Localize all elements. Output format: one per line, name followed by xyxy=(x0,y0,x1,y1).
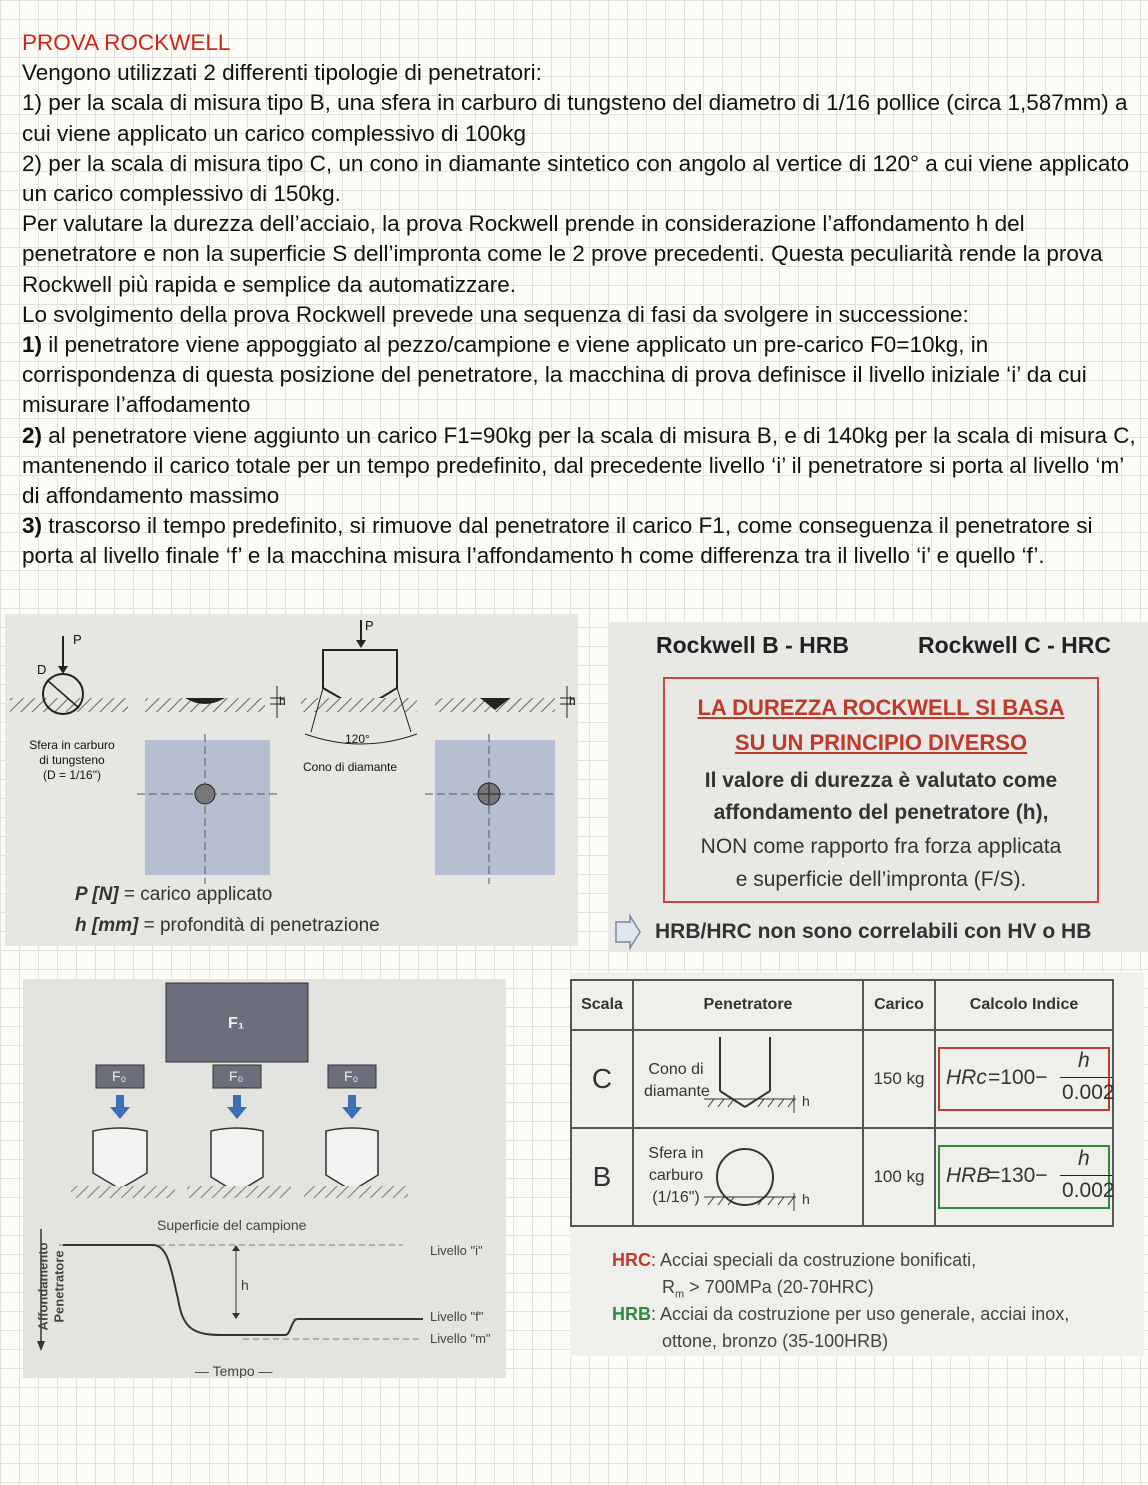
formula-hrc-num: h xyxy=(1078,1049,1090,1072)
formula-hrc-cell xyxy=(935,1030,1113,1128)
depth-h-label: h xyxy=(241,1277,249,1293)
principle-figure xyxy=(608,622,1148,952)
principle-red-1: LA DUREZZA ROCKWELL SI BASA xyxy=(697,695,1065,720)
formula-hrb-den: 0.002 xyxy=(1062,1179,1115,1202)
f0-label-1: F₀ xyxy=(112,1068,127,1084)
scale-b: B xyxy=(571,1128,633,1226)
sphere-diagram xyxy=(634,1129,862,1225)
ball-caption-2: di tungsteno xyxy=(39,753,105,767)
header-carico: Carico xyxy=(863,980,935,1030)
formula-hrb-lhs: HRB xyxy=(946,1164,991,1187)
hrc-note-3: > 700MPa (20-70HRC) xyxy=(684,1277,874,1297)
step-2 xyxy=(22,421,1142,512)
arrow-down-icon xyxy=(227,1107,247,1119)
cone-angle-label: 120° xyxy=(345,732,370,746)
ball-caption-1: Sfera in carburo xyxy=(29,738,115,752)
diameter-label: D xyxy=(37,662,47,677)
formula-hrb-num: h xyxy=(1078,1147,1090,1170)
depth-label-1: h xyxy=(279,694,286,708)
table-row-b xyxy=(571,1128,1113,1226)
scale-c-line: 2) per la scala di misura tipo C, un cono in diamante sintetico con angolo al vertice di 120° a cui viene applicato un carico complessivo di 150kg. xyxy=(22,150,1130,207)
sphere-label-2: carburo xyxy=(648,1167,704,1184)
sphere-cell xyxy=(633,1128,863,1226)
formula-hrc-eq: =100− xyxy=(988,1066,1048,1089)
principle-paragraph: Per valutare la durezza dell’acciaio, la prova Rockwell prende in considerazione l’affondamento h del penetratore e non la superficie S dell’impronta come le 2 prove precedenti. Questa peculiarità rende la prova Rockwell più rapida e semplice da automatizzare. xyxy=(22,211,1103,297)
step-2-number: 2) xyxy=(22,422,43,448)
header-scala: Scala xyxy=(571,980,633,1030)
load-label-p: P xyxy=(73,632,82,647)
formula-hrb-eq: =130− xyxy=(988,1164,1048,1187)
load-100: 100 kg xyxy=(863,1128,935,1226)
scale-table-figure xyxy=(570,973,1144,1356)
hrb-note-1: : Acciai da costruzione per uso generale, acciai inox, xyxy=(651,1304,1070,1324)
hrc-tag: HRC xyxy=(612,1250,651,1270)
hrb-note xyxy=(612,1304,1069,1325)
load-150: 150 kg xyxy=(863,1030,935,1128)
body-text xyxy=(22,28,1142,572)
depth-label-2: h xyxy=(569,694,576,708)
header-calcolo: Calcolo Indice xyxy=(935,980,1113,1030)
table-row-c xyxy=(571,1030,1113,1128)
hrc-note-r: R xyxy=(662,1277,675,1297)
legend-h xyxy=(75,915,380,937)
sequence-intro: Lo svolgimento della prova Rockwell prevede una sequenza di fasi da svolgere in successione: xyxy=(22,301,969,327)
cone-depth-label: h xyxy=(802,1093,810,1109)
y-axis-label-2: Penetratore xyxy=(51,1250,67,1323)
legend-h-key: h [mm] xyxy=(75,915,139,936)
scale-table xyxy=(570,979,1114,1227)
legend-h-value: = profondità di penetrazione xyxy=(138,915,380,936)
step-1-number: 1) xyxy=(22,332,43,358)
formula-hrc-lhs: HRc xyxy=(946,1066,987,1089)
ball-impression-view xyxy=(145,740,270,875)
arrow-down-icon xyxy=(110,1107,130,1119)
hrb-heading: Rockwell B - HRB xyxy=(656,632,849,658)
table-header-row xyxy=(571,980,1113,1030)
cone-label-2: diamante xyxy=(644,1083,710,1100)
x-axis-label: — Tempo — xyxy=(195,1363,273,1378)
level-f-label: Livello "f" xyxy=(430,1309,484,1324)
step-1-text: il penetratore viene appoggiato al pezzo/campione e viene applicato un pre-carico F0=10kg, in corrispondenza di questa posizione del penetratore, la macchina di prova definisce il livello iniziale ‘i’ da cui misurare l’affodamento xyxy=(22,332,1087,418)
hrc-note xyxy=(612,1250,976,1271)
scale-c: C xyxy=(571,1030,633,1128)
surface-label: Superficie del campione xyxy=(157,1217,307,1233)
penetrator-figure xyxy=(5,614,578,946)
level-i-label: Livello "i" xyxy=(430,1243,483,1258)
principle-plain-1: NON come rapporto fra forza applicata xyxy=(700,835,1062,858)
ball-caption-3: (D = 1/16") xyxy=(43,768,101,782)
sphere-depth-label: h xyxy=(802,1191,810,1207)
hrc-note-1: : Acciai speciali da costruzione bonificati, xyxy=(651,1250,977,1270)
principle-bold-1: Il valore di durezza è valutato come xyxy=(704,769,1058,792)
hrb-note-line2: ottone, bronzo (35-100HRB) xyxy=(662,1331,889,1351)
cone-cell xyxy=(633,1030,863,1128)
arrow-down-icon xyxy=(342,1107,362,1119)
arrow-icon xyxy=(616,916,640,948)
f0-label-3: F₀ xyxy=(344,1068,359,1084)
hrc-heading: Rockwell C - HRC xyxy=(918,632,1111,658)
hrb-tag: HRB xyxy=(612,1304,651,1324)
step-3 xyxy=(22,511,1142,571)
indenter-3 xyxy=(326,1128,378,1191)
principle-bold-2: affondamento del penetratore (h), xyxy=(713,801,1049,824)
f1-label: F₁ xyxy=(228,1015,245,1032)
sphere-label-1: Sfera in xyxy=(648,1145,704,1162)
step-3-text: trascorso il tempo predefinito, si rimuove dal penetratore il carico F1, come conseguenza il penetratore si porta al livello finale ‘f’ e la macchina misura l’affondamento h come differenza tra il livello ‘i’ e quello ‘f’. xyxy=(22,513,1093,569)
cone-caption: Cono di diamante xyxy=(303,760,398,774)
legend-p-value: = carico applicato xyxy=(118,884,273,905)
formula-hrb-cell xyxy=(935,1128,1113,1226)
hrc-note-sub: m xyxy=(675,1288,685,1301)
step-1 xyxy=(22,330,1142,421)
cone-diagram xyxy=(634,1031,862,1127)
level-m-label: Livello "m" xyxy=(430,1331,491,1346)
step-2-text: al penetratore viene aggiunto un carico F1=90kg per la scala di misura B, e di 140kg per la scala di misura C, mantenendo il carico totale per un tempo predefinito, dal precedente livello ‘i’ il penetratore si porta al livello ‘m’ di affondamento massimo xyxy=(22,422,1136,509)
sphere-label-3: (1/16") xyxy=(652,1189,700,1206)
principle-red-2: SU UN PRINCIPIO DIVERSO xyxy=(734,730,1028,755)
f0-label-2: F₀ xyxy=(229,1068,244,1084)
load-label-p-2: P xyxy=(365,618,374,633)
formula-hrb xyxy=(938,1145,1115,1209)
indenter-1 xyxy=(93,1128,147,1189)
legend-p xyxy=(75,884,272,906)
intro-line: Vengono utilizzati 2 differenti tipologie di penetratori: xyxy=(22,60,542,86)
principle-plain-2: e superficie dell’impronta (F/S). xyxy=(735,868,1027,891)
header-penetratore: Penetratore xyxy=(633,980,863,1030)
page-title: PROVA ROCKWELL xyxy=(22,30,231,55)
indenter-2 xyxy=(211,1128,263,1193)
formula-hrc-den: 0.002 xyxy=(1062,1081,1115,1104)
step-3-number: 3) xyxy=(22,513,43,539)
correlation-note: HRB/HRC non sono correlabili con HV o HB xyxy=(655,920,1092,943)
y-axis-label-1: Affondamento xyxy=(35,1242,51,1331)
formula-hrc xyxy=(938,1047,1115,1111)
phases-figure xyxy=(23,979,506,1378)
cone-impression-view xyxy=(435,740,555,875)
cone-label-1: Cono di xyxy=(648,1061,704,1078)
scale-b-line: 1) per la scala di misura tipo B, una sfera in carburo di tungsteno del diametro di 1/16 pollice (circa 1,587mm) a cui viene applicato un carico complessivo di 100kg xyxy=(22,90,1128,146)
hrc-note-line2 xyxy=(662,1277,874,1301)
legend-p-key: P [N] xyxy=(75,884,119,905)
